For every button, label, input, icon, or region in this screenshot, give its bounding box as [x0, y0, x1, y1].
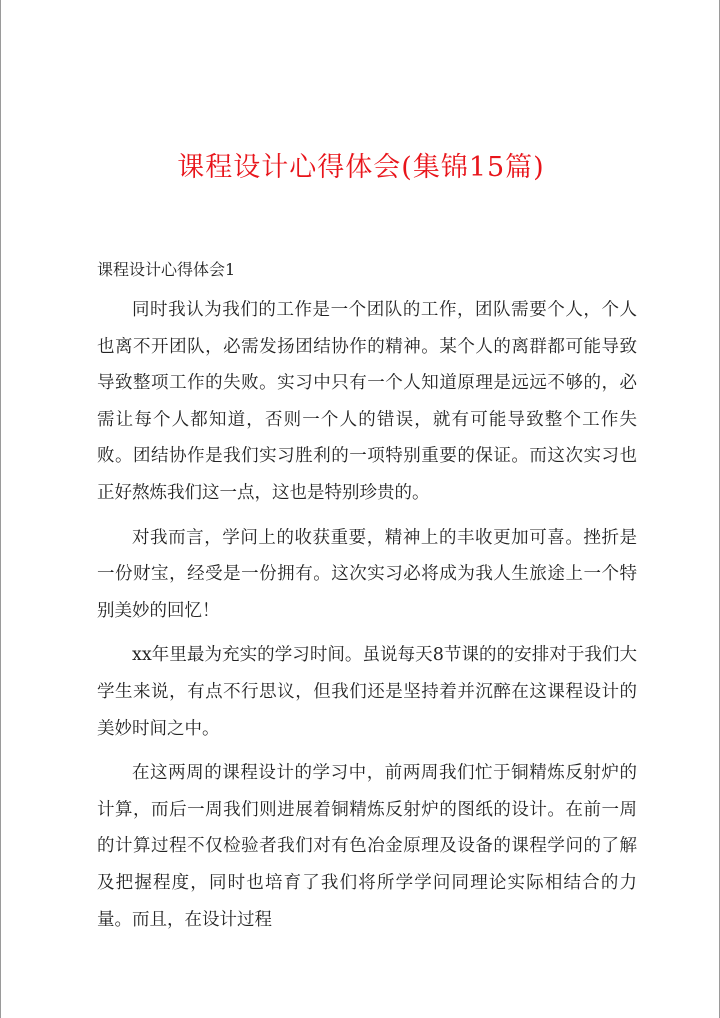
section-heading: 课程设计心得体会1	[97, 260, 236, 279]
paragraph: 对我而言，学问上的收获重要，精神上的丰收更加可喜。挫折是一份财宝，经受是一份拥有。这次实习必将成为我人生旅途上一个特别美妙的回忆！	[97, 527, 637, 621]
document-body	[97, 292, 637, 946]
document-title: 课程设计心得体会(集锦15篇)	[177, 152, 545, 183]
paragraph: 同时我认为我们的工作是一个团队的工作，团队需要个人，个人也离不开团队，必需发扬团结协作的精神。某个人的离群都可能导致导致整项工作的失败。实习中只有一个人知道原理是远远不够的，必需让每个人都知道，否则一个人的错误，就有可能导致整个工作失败。团结协作是我们实习胜利的一项特别重要的保证。而这次实习也正好熬炼我们这一点，这也是特别珍贵的。	[97, 300, 637, 503]
paragraph: xx年里最为充实的学习时间。虽说每天8节课的的安排对于我们大学生来说，有点不行思议，但我们还是坚持着并沉醉在这课程设计的美妙时间之中。	[97, 645, 637, 739]
paragraph: 在这两周的课程设计的学习中，前两周我们忙于铜精炼反射炉的计算，而后一周我们则进展着铜精炼反射炉的图纸的设计。在前一周的计算过程不仅检验者我们对有色冶金原理及设备的课程学问的了解及把握程度，同时也培育了我们将所学学问同理论实际相结合的力量。而且，在设计过程	[97, 763, 637, 930]
